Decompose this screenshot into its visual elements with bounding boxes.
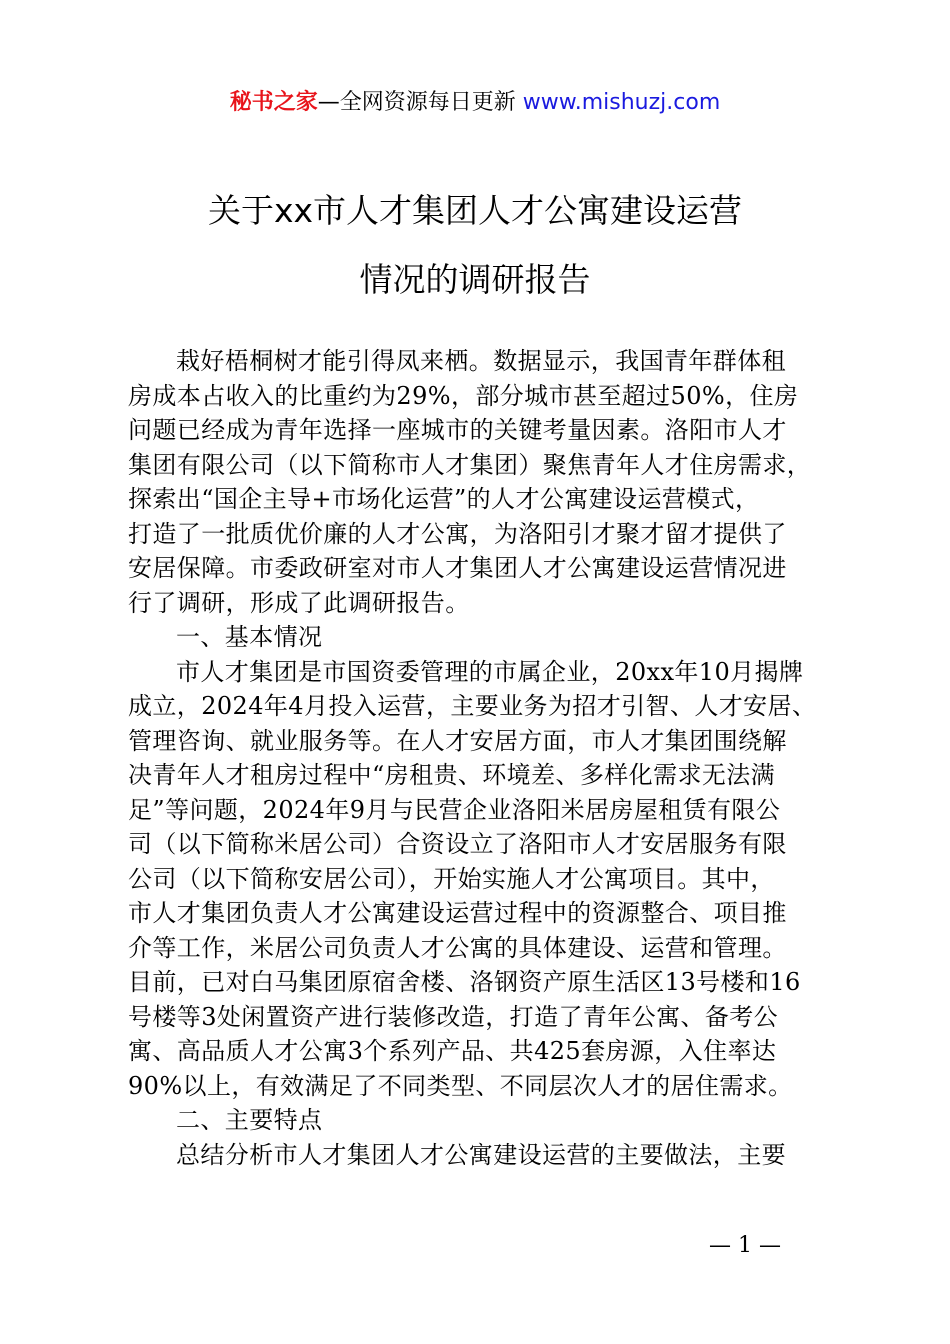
paragraph-line: 介等工作，米居公司负责人才公寓的具体建设、运营和管理。	[128, 933, 787, 962]
paragraph-line: 司（以下简称米居公司）合资设立了洛阳市人才安居服务有限	[128, 830, 787, 858]
paragraph-line: 房成本占收入的比重约为29%，部分城市甚至超过50%，住房	[128, 381, 799, 410]
paragraph-line: 决青年人才租房过程中“房租贵、环境差、多样化需求无法满	[128, 761, 776, 789]
document-title-line-1: 关于xx市人才集团人才公寓建设运营	[207, 191, 743, 230]
section-heading-main-features: 二、主要特点	[176, 1106, 323, 1134]
paragraph-line: 探索出“国企主导+市场化运营”的人才公寓建设运营模式，	[128, 485, 760, 513]
paragraph-line: 行了调研，形成了此调研报告。	[128, 588, 470, 617]
site-url-link[interactable]: www.mishuzj.com	[522, 90, 721, 115]
paragraph-line: 市人才集团负责人才公寓建设运营过程中的资源整合、项目推	[128, 899, 787, 927]
paragraph-line: 总结分析市人才集团人才公寓建设运营的主要做法，主要	[176, 1140, 786, 1169]
paragraph-line: 号楼等3处闲置资产进行装修改造，打造了青年公寓、备考公	[128, 1002, 779, 1031]
paragraph-line: 市人才集团是市国资委管理的市属企业，20xx年10月揭牌	[176, 657, 804, 686]
paragraph-line: 打造了一批质优价廉的人才公寓，为洛阳引才聚才留才提供了	[128, 519, 787, 548]
paragraph-line: 90%以上，有效满足了不同类型、不同层次人才的居住需求。	[128, 1071, 793, 1100]
paragraph-line: 栽好梧桐树才能引得凤来栖。数据显示，我国青年群体租	[176, 347, 786, 375]
paragraph-line: 成立，2024年4月投入运营，主要业务为招才引智、人才安居、	[128, 692, 817, 720]
paragraph-line: 公司（以下简称安居公司），开始实施人才公寓项目。其中，	[128, 864, 775, 893]
section-heading-basic-info: 一、基本情况	[176, 623, 323, 651]
paragraph-line: 足”等问题，2024年9月与民营企业洛阳米居房屋租赁有限公	[128, 795, 781, 824]
paragraph-line: 集团有限公司（以下简称市人才集团）聚焦青年人才住房需求，	[128, 450, 812, 479]
page-number: — 1 —	[709, 1233, 781, 1258]
site-banner	[0, 86, 950, 120]
site-tagline: —全网资源每日更新	[317, 90, 523, 115]
paragraph-line: 问题已经成为青年选择一座城市的关键考量因素。洛阳市人才	[128, 416, 787, 444]
paragraph-line: 管理咨询、就业服务等。在人才安居方面，市人才集团围绕解	[128, 726, 787, 755]
paragraph-line: 目前，已对白马集团原宿舍楼、洛钢资产原生活区13号楼和16	[128, 968, 801, 996]
site-brand: 秘书之家	[229, 90, 318, 115]
document-body	[128, 344, 832, 1172]
document-title-line-2: 情况的调研报告	[359, 260, 591, 299]
paragraph-line: 安居保障。市委政研室对市人才集团人才公寓建设运营情况进	[128, 554, 787, 582]
paragraph-line: 寓、高品质人才公寓3个系列产品、共425套房源，入住率达	[128, 1037, 777, 1065]
